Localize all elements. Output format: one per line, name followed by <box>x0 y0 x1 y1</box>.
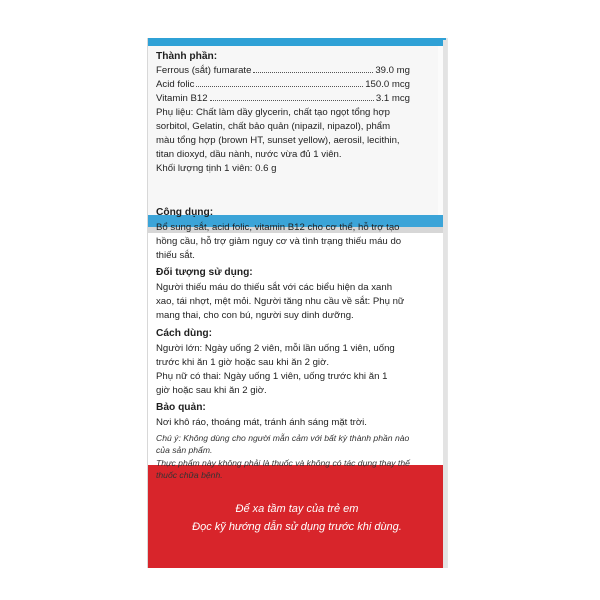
note-line: của sản phẩm. <box>156 445 213 455</box>
uses-line: hồng cầu, hỗ trợ giảm nguy cơ và tình trạng thiếu máu do <box>156 236 402 247</box>
excipients-line: màu tổng hợp (brown HT, sunset yellow), aerosil, lecithin, <box>156 135 400 146</box>
box-side-edge <box>443 40 447 568</box>
ingredient-amount: 3.1 mcg <box>375 93 410 104</box>
ingredient-row <box>156 92 410 105</box>
dosage-line: giờ hoặc sau khi ăn 2 giờ. <box>156 385 267 396</box>
ingredient-name: Vitamin B12 <box>156 93 208 104</box>
dosage-title: Cách dùng: <box>156 328 213 339</box>
ingredient-amount: 150.0 mcg <box>365 79 410 90</box>
product-box <box>147 38 446 568</box>
net-weight: Khối lượng tịnh 1 viên: 0.6 g <box>156 163 277 174</box>
top-blue-stripe <box>148 38 446 46</box>
target-line: Người thiếu máu do thiếu sắt với các biểu hiện da xanh <box>156 282 393 293</box>
warning-line-1: Để xa tầm tay của trẻ em <box>235 503 359 515</box>
target-title: Đối tượng sử dụng: <box>156 267 253 278</box>
target-line: xao, tái nhợt, mệt mỏi. Người tăng nhu cầu về sắt: Phụ nữ <box>156 296 405 307</box>
excipients-line: Phụ liệu: Chất làm dầy glycerin, chất tạo ngọt tổng hợp <box>156 107 391 118</box>
ingredient-amount: 39.0 mg <box>375 65 410 76</box>
dot-leader <box>196 86 363 87</box>
uses-line: thiếu sắt. <box>156 250 195 261</box>
target-line: mang thai, cho con bú, người suy dinh dưỡng. <box>156 310 354 321</box>
note-line: Thực phẩm này không phải là thuốc và không có tác dụng thay thế <box>156 458 410 468</box>
excipients-line: titan dioxyd, dầu nành, nước vừa đủ 1 viên. <box>156 149 342 160</box>
storage-text: Nơi khô ráo, thoáng mát, tránh ánh sáng mặt trời. <box>156 417 367 428</box>
note-line: Chú ý: Không dùng cho người mẫn cảm với bất kỳ thành phần nào <box>156 433 410 443</box>
dot-leader <box>253 72 373 73</box>
ingredient-name: Acid folic <box>156 79 195 90</box>
composition-title: Thành phần: <box>156 51 218 62</box>
note-line: thuốc chữa bệnh. <box>156 470 223 480</box>
excipients-line: sorbitol, Gelatin, chất bảo quản (nipazil, nipazol), phẩm <box>156 121 391 132</box>
ingredient-name: Ferrous (sắt) fumarate <box>156 65 252 76</box>
ingredient-row <box>156 64 410 77</box>
ingredient-row <box>156 78 410 91</box>
dot-leader <box>210 100 374 101</box>
dosage-line: Phụ nữ có thai: Ngày uống 1 viên, uống trước khi ăn 1 <box>156 371 388 382</box>
warning-line-2: Đọc kỹ hướng dẫn sử dụng trước khi dùng. <box>192 521 402 533</box>
dosage-line: Người lớn: Ngày uống 2 viên, mỗi lần uống 1 viên, uống <box>156 343 395 354</box>
dosage-line: trước khi ăn 1 giờ hoặc sau khi ăn 2 giờ. <box>156 357 330 368</box>
storage-title: Bảo quản: <box>156 402 206 413</box>
uses-title: Công dụng: <box>156 207 214 218</box>
uses-line: Bổ sung sắt, acid folic, vitamin B12 cho cơ thể, hỗ trợ tạo <box>156 222 400 233</box>
